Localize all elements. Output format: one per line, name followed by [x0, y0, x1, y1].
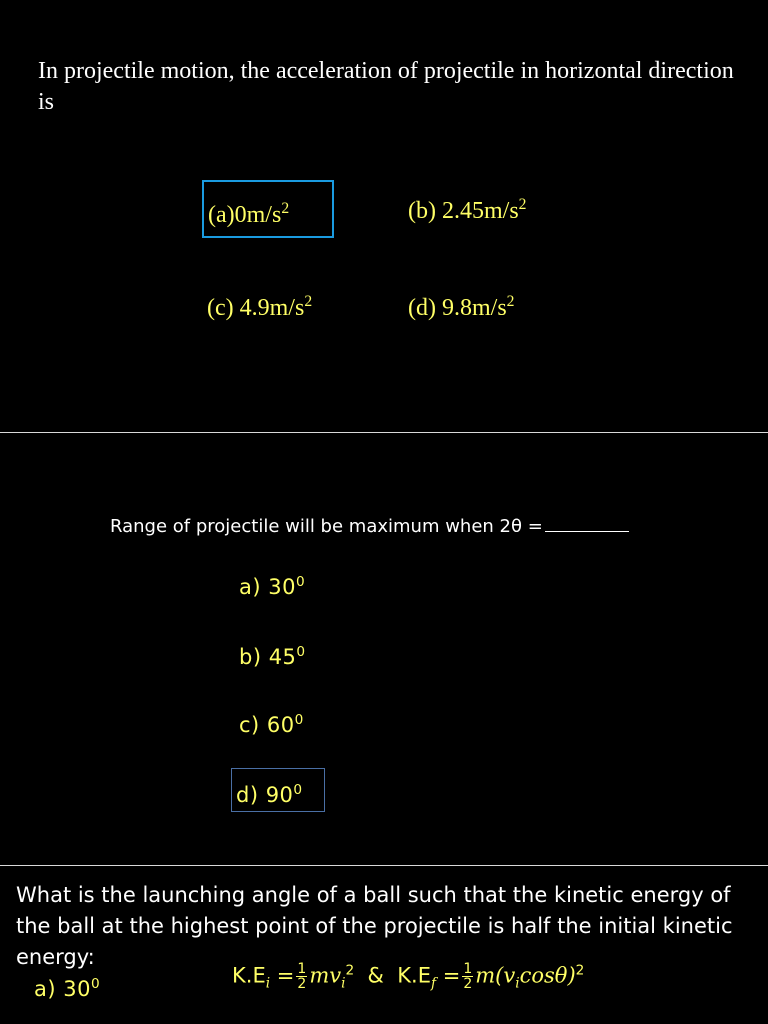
slide-divider-2 — [0, 865, 768, 866]
question-1-option-c[interactable]: (c) $4.9m/s^2$ — [207, 293, 313, 321]
question-2-option-b[interactable]: b) $45^0$ — [239, 644, 306, 669]
question-1-text: In projectile motion, the acceleration of projectile in horizontal direction is — [38, 58, 734, 115]
kinetic-energy-formula: $K.E_i$ = $\frac{1}{2}$ $mv_i^2$ & $K.E_f$ = $\frac{1}{2}$ $m(v_i\cos\theta)^2$ — [232, 961, 585, 992]
question-1-option-d[interactable]: (d) $9.8m/s^2$ — [408, 293, 515, 321]
question-2-text: Range of projectile will be maximum when 2θ = — [110, 516, 629, 537]
question-2-option-a[interactable]: a) $30^0$ — [239, 574, 306, 599]
question-2-option-d[interactable]: d) $90^0$ — [231, 768, 325, 812]
question-2-option-c[interactable]: c) $60^0$ — [239, 712, 304, 737]
question-3-option-a[interactable]: a) $30^0$ — [34, 976, 101, 1001]
fraction-half-2: $\frac{1}{2}$ — [463, 961, 473, 992]
question-1-option-b[interactable]: (b) $2.45m/s^2$ — [408, 196, 527, 224]
answer-blank — [545, 519, 629, 532]
question-3-text: What is the launching angle of a ball such that the kinetic energy of the ball at the highest point of the projectile is half the initial kinetic energy: — [16, 883, 733, 969]
fraction-half: $\frac{1}{2}$ — [297, 961, 307, 992]
question-1-option-a[interactable]: $(a)0m/s^2$ — [202, 180, 334, 238]
slide-divider-1 — [0, 432, 768, 433]
